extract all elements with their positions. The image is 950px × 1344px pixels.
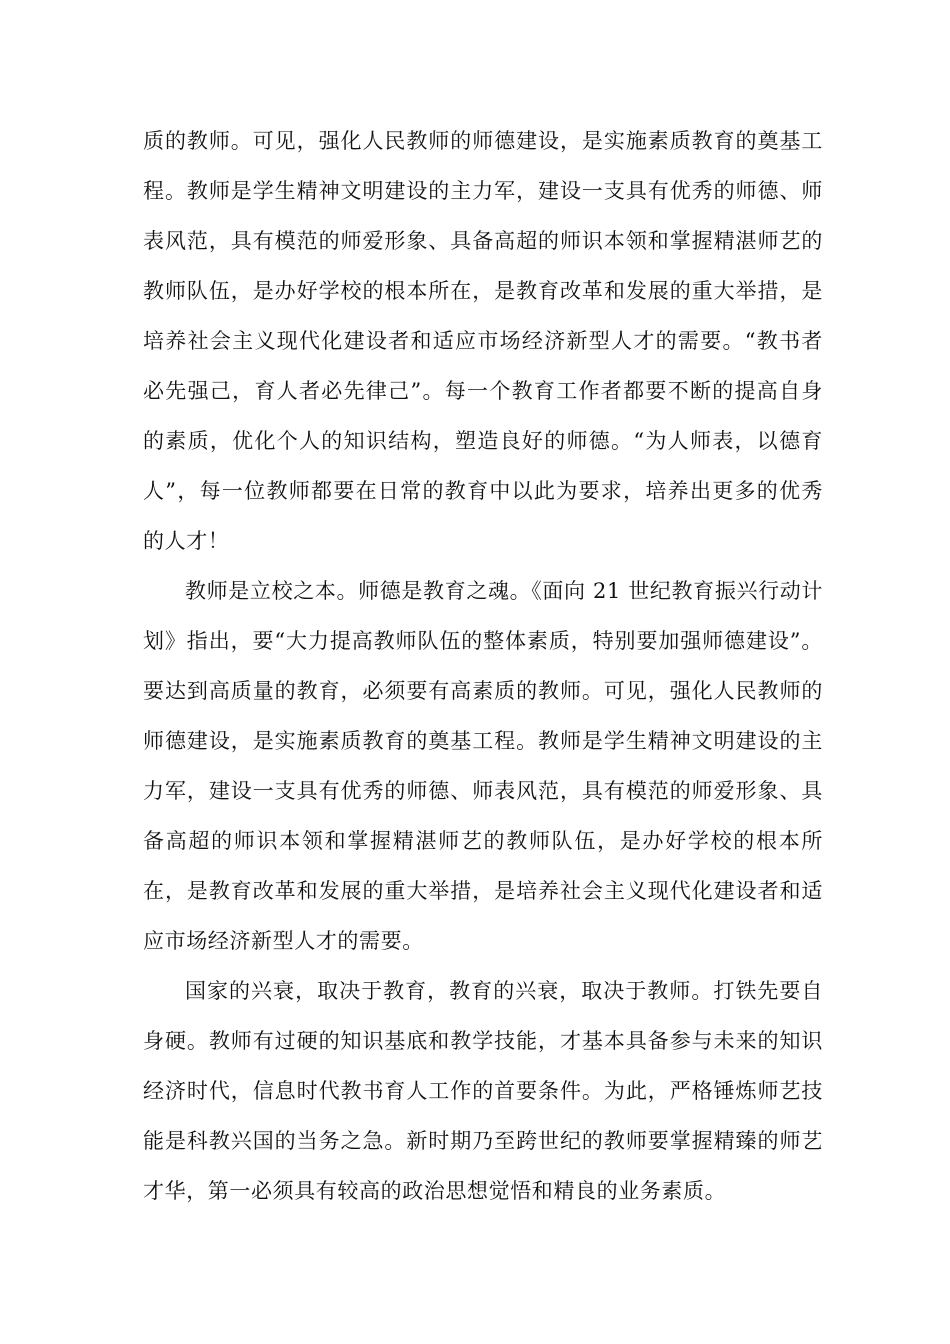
document-body bbox=[143, 116, 823, 1216]
paragraph-2: 教师是立校之本。师德是教育之魂。《面向 21 世纪教育振兴行动计划》指出，要“大力提高教师队伍的整体素质，特别要加强师德建设”。要达到高质量的教育，必须要有高素质的教师。可见，强化人民教师的师德建设，是实施素质教育的奠基工程。教师是学生精神文明建设的主力军，建设一支具有优秀的师德、师表风范，具有模范的师爱形象、具备高超的师识本领和掌握精湛师艺的教师队伍，是办好学校的根本所在，是教育改革和发展的重大举措，是培养社会主义现代化建设者和适应市场经济新型人才的需要。 bbox=[143, 579, 823, 953]
paragraph-1: 质的教师。可见，强化人民教师的师德建设，是实施素质教育的奠基工程。教师是学生精神文明建设的主力军，建设一支具有优秀的师德、师表风范，具有模范的师爱形象、具备高超的师识本领和掌握精湛师艺的教师队伍，是办好学校的根本所在，是教育改革和发展的重大举措，是培养社会主义现代化建设者和适应市场经济新型人才的需要。“教书者必先强己，育人者必先律己”。每一个教育工作者都要不断的提高自身的素质，优化个人的知识结构，塑造良好的师德。“为人师表，以德育人”，每一位教师都要在日常的教育中以此为要求，培养出更多的优秀的人才！ bbox=[143, 129, 823, 553]
paragraph-3: 国家的兴衰，取决于教育，教育的兴衰，取决于教师。打铁先要自身硬。教师有过硬的知识基底和教学技能，才基本具备参与未来的知识经济时代，信息时代教书育人工作的首要条件。为此，严格锤炼师艺技能是科教兴国的当务之急。新时期乃至跨世纪的教师要掌握精臻的师艺才华，第一必须具有较高的政治思想觉悟和精良的业务素质。 bbox=[143, 979, 823, 1203]
